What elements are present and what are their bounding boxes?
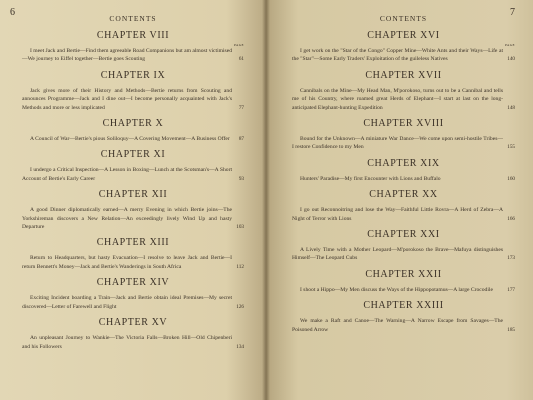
book-gutter [262, 0, 270, 400]
contents-entry [22, 70, 244, 112]
chapter-heading: CHAPTER XIII [96, 237, 170, 249]
chapter-summary [292, 43, 515, 64]
summary-text: Return to Headquarters, but hasty Evacuation—I resolve to leave Jack and Bertie—I return Bennett's Money—Jack and Bertie's Wanderings in South Africa [22, 255, 232, 270]
chapter-page-number: 61 [238, 56, 244, 63]
chapter-heading: CHAPTER XIX [367, 157, 440, 169]
right-page-number: 7 [510, 7, 515, 18]
summary-text: An unpleasant Journey to Wankie—The Victoria Falls—Broken Hill—Old Chipenberi and his Followers [22, 335, 232, 350]
chapter-summary [292, 246, 515, 263]
chapter-heading: CHAPTER XXI [367, 229, 440, 241]
chapter-page-number: 166 [507, 215, 515, 222]
chapter-heading: CHAPTER IX [100, 69, 166, 81]
chapter-summary [292, 206, 515, 223]
chapter-heading: CHAPTER XX [369, 189, 438, 201]
contents-entry [292, 269, 515, 294]
chapter-page-number: 103 [236, 224, 244, 231]
chapter-page-number: 126 [236, 303, 244, 310]
chapter-summary [292, 175, 515, 183]
summary-text: I undergo a Critical Inspection—A Lesson in Boxing—Lunch at the Scotsman's—A Short Account of Bertie's Early Career [22, 167, 232, 182]
chapter-heading: CHAPTER XXII [365, 268, 442, 280]
chapter-page-number: 77 [238, 104, 244, 111]
chapter-page-number: 93 [238, 175, 244, 182]
chapter-page-number: 140 [507, 56, 515, 63]
right-page [266, 0, 533, 400]
chapter-heading: CHAPTER XI [100, 149, 166, 161]
chapter-summary [22, 294, 244, 311]
summary-text: I go out Reconnoitring and lose the Way—Faithful Little Rovra—A Herd of Zebra—A Night of Terror with Lions [292, 207, 503, 222]
summary-text: Jack gives more of their History and Methods—Bertie returns from Scouting and announces Programme—Jack and I dine out—I become personally acquainted with Jack's Methods and more or less implicated [22, 87, 232, 111]
summary-text: We make a Raft and Canoe—The Warning—A Narrow Escape from Savages—The Poisoned Arrow [292, 318, 503, 333]
chapter-heading: CHAPTER XIV [96, 277, 170, 289]
contents-entry [22, 277, 244, 311]
page-column-label: PAGE [504, 43, 515, 47]
right-page-header [292, 4, 515, 30]
right-contents-list [292, 30, 515, 334]
contents-entry [292, 30, 515, 64]
chapter-summary [22, 43, 244, 64]
summary-text: A Council of War—Bertie's pious Soliloquy—A Covering Movement—A Business Offer [30, 136, 230, 143]
chapter-summary [292, 87, 515, 112]
contents-entry [292, 229, 515, 263]
right-running-head: CONTENTS [379, 14, 428, 23]
chapter-summary [292, 286, 515, 294]
contents-entry [292, 70, 515, 112]
contents-entry [22, 118, 244, 143]
chapter-summary [22, 135, 244, 143]
contents-entry [22, 317, 244, 351]
summary-text: Cannibals on the Mine—My Head Man, M'porokoso, turns out to be a Cannibal and tells me of his Country, where roamed great Herds of Elephant—I start at last on the long-anticipated Elephant-hunting Expedition [292, 87, 503, 111]
chapter-page-number: 87 [238, 136, 244, 143]
chapter-summary [22, 206, 244, 231]
summary-text: Bound for the Unknown—A miniature War Dance—We come upon semi-hostile Tribes—I restore Confidence to my Men [292, 136, 503, 151]
summary-text: A Lively Time with a Mother Leopard—M'porokoso the Brave—Mafuya distinguishes Himself—The Leopard Cubs [292, 247, 503, 262]
chapter-heading: CHAPTER XVIII [363, 118, 444, 130]
summary-text: Hunters' Paradise—My first Encounter with Lions and Buffalo [300, 175, 441, 182]
chapter-summary [292, 135, 515, 152]
left-contents-list [22, 30, 244, 351]
contents-entry [22, 237, 244, 271]
chapter-heading: CHAPTER XII [98, 189, 168, 201]
chapter-heading: CHAPTER VIII [96, 30, 170, 41]
chapter-page-number: 134 [236, 343, 244, 350]
chapter-summary [22, 334, 244, 351]
chapter-page-number: 173 [507, 255, 515, 262]
chapter-summary [22, 254, 244, 271]
contents-entry [22, 149, 244, 183]
chapter-page-number: 185 [507, 326, 515, 333]
left-page [0, 0, 266, 400]
contents-entry [292, 158, 515, 183]
left-running-head: CONTENTS [109, 14, 157, 23]
chapter-heading: CHAPTER XVI [367, 30, 440, 41]
chapter-summary [22, 166, 244, 183]
chapter-heading: CHAPTER X [102, 118, 164, 130]
chapter-page-number: 177 [507, 286, 515, 293]
chapter-heading: CHAPTER XV [98, 317, 168, 329]
chapter-page-number: 155 [507, 144, 515, 151]
left-page-header [10, 4, 244, 30]
summary-text: I shoot a Hippo—My Men discuss the Ways of the Hippopotamus—A large Crocodile [300, 286, 493, 293]
contents-entry [292, 118, 515, 152]
chapter-summary [22, 87, 244, 112]
summary-text: A good Dinner diplomatically earned—A merry Evening in which Bertie joins—The Yorkshireman discovers a New Relation—An exceedingly lively Wind Up and hasty Departure [22, 207, 232, 231]
chapter-page-number: 112 [236, 263, 244, 270]
summary-text: I get work on the "Star of the Congo" Copper Mine—White Ants and their Ways—Life at the "Star"—Some Early Traders' Exploitation of the guileless Natives [292, 48, 503, 63]
chapter-heading: CHAPTER XXIII [363, 300, 444, 312]
chapter-page-number: 148 [507, 104, 515, 111]
chapter-summary [292, 317, 515, 334]
chapter-heading: CHAPTER XVII [365, 69, 442, 81]
summary-text: Exciting Incident boarding a Train—Jack and Bertie obtain ideal Premises—My secret discovered—Letter of Farewell and Flight [22, 295, 232, 310]
left-page-number: 6 [10, 7, 15, 18]
chapter-page-number: 160 [507, 175, 515, 182]
contents-entry [22, 30, 244, 64]
contents-entry [22, 189, 244, 231]
page-column-label: PAGE [233, 43, 244, 47]
contents-entry [292, 300, 515, 334]
contents-entry [292, 189, 515, 223]
summary-text: I meet Jack and Bertie—Find them agreeable Road Companions but am almost victimised—We journey to Eiffel together—Bertie goes Scouting [22, 48, 232, 63]
